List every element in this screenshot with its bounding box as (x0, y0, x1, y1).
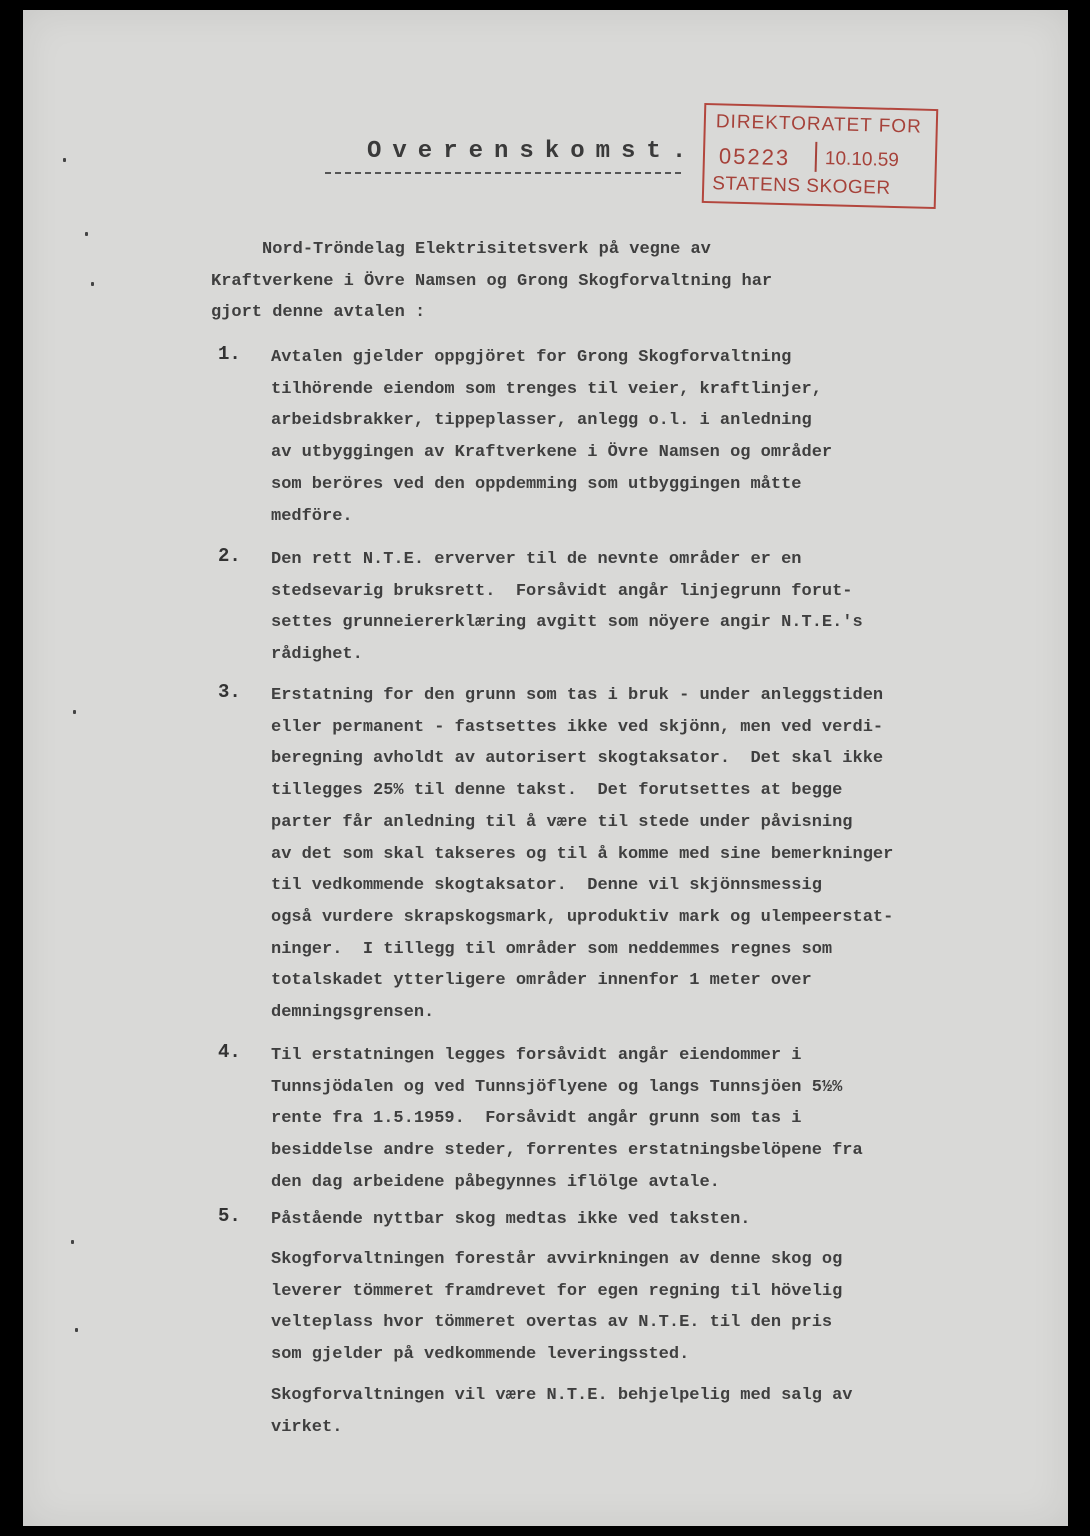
body-paragraph: Skogforvaltningen vil være N.T.E. behjelpelig med salg av virket. (271, 1386, 853, 1437)
stamp-number: 05223 (718, 143, 791, 171)
section-number: 3. (218, 681, 241, 703)
received-stamp (702, 103, 939, 209)
document-title: Overenskomst. (367, 138, 698, 165)
stamp-line-2: STATENS SKOGER (711, 173, 891, 199)
stamp-line-1: DIREKTORATET FOR (715, 111, 923, 138)
section-text: Avtalen gjelder oppgjöret for Grong Skogforvaltning tilhörende eiendom som trenges til veier, kraftlinjer, arbeidsbrakker, tippeplasser, anlegg o.l. i anledning av utbyggingen av Kraftverkene i Övre Namsen og områder som beröres ved den oppdemming som utbyggingen måtte medföre. (271, 348, 833, 526)
margin-mark (75, 1328, 78, 1332)
margin-mark (91, 282, 94, 286)
margin-mark (85, 232, 88, 236)
section-text: Påstående nyttbar skog medtas ikke ved taksten. (271, 1210, 751, 1229)
section-number: 4. (218, 1041, 241, 1063)
margin-mark (63, 158, 66, 162)
stamp-date: 10.10.59 (824, 148, 900, 172)
section-text: Den rett N.T.E. erverver til de nevnte områder er en stedsevarig bruksrett. Forsåvidt angår linjegrunn forut- settes grunneiererklæring avgitt som nöyere angir N.T.E.'s rådighet. (271, 550, 863, 665)
margin-mark (73, 710, 76, 714)
section-number: 1. (218, 343, 241, 365)
margin-mark (71, 1240, 74, 1244)
title-underline (325, 172, 681, 174)
section-text: Til erstatningen legges forsåvidt angår eiendommer i Tunnsjödalen og ved Tunnsjöflyene og langs Tunnsjöen 5½% rente fra 1.5.1959. Forsåvidt angår grunn som tas i besiddelse andre steder, forrentes erstatningsbelöpene fra den dag arbeidene påbegynnes iflölge avtale. (271, 1046, 863, 1192)
body-paragraph: Skogforvaltningen forestår avvirkningen av denne skog og leverer tömmeret framdrevet for egen regning til hövelig velteplass hvor tömmeret overtas av N.T.E. til den pris som gjelder på vedkommende leveringssted. (271, 1250, 843, 1365)
document-page (23, 10, 1068, 1526)
section-number: 2. (218, 545, 241, 567)
section-number: 5. (218, 1205, 241, 1227)
section-text: Erstatning for den grunn som tas i bruk - under anleggstiden eller permanent - fastsettes ikke ved skjönn, men ved verdi- beregning avholdt av autorisert skogtaksator. Det skal ikke tillegges 25% til denne takst. Det forutsettes at begge parter får anledning til å være til stede under påvisning av det som skal takseres og til å komme med sine bemerkninger til vedkommende skogtaksator. Denne vil skjönnsmessig også vurdere skrapskogsmark, uproduktiv mark og ulempeerstat- ninger. I tillegg til områder som neddemmes regnes som totalskadet ytterligere områder innenfor 1 meter over demningsgrensen. (271, 686, 894, 1023)
stamp-divider (815, 142, 818, 172)
intro-paragraph: Nord-Tröndelag Elektrisitetsverk på vegne av Kraftverkene i Övre Namsen og Grong Skogforvaltning har gjort denne avtalen : (211, 240, 773, 323)
